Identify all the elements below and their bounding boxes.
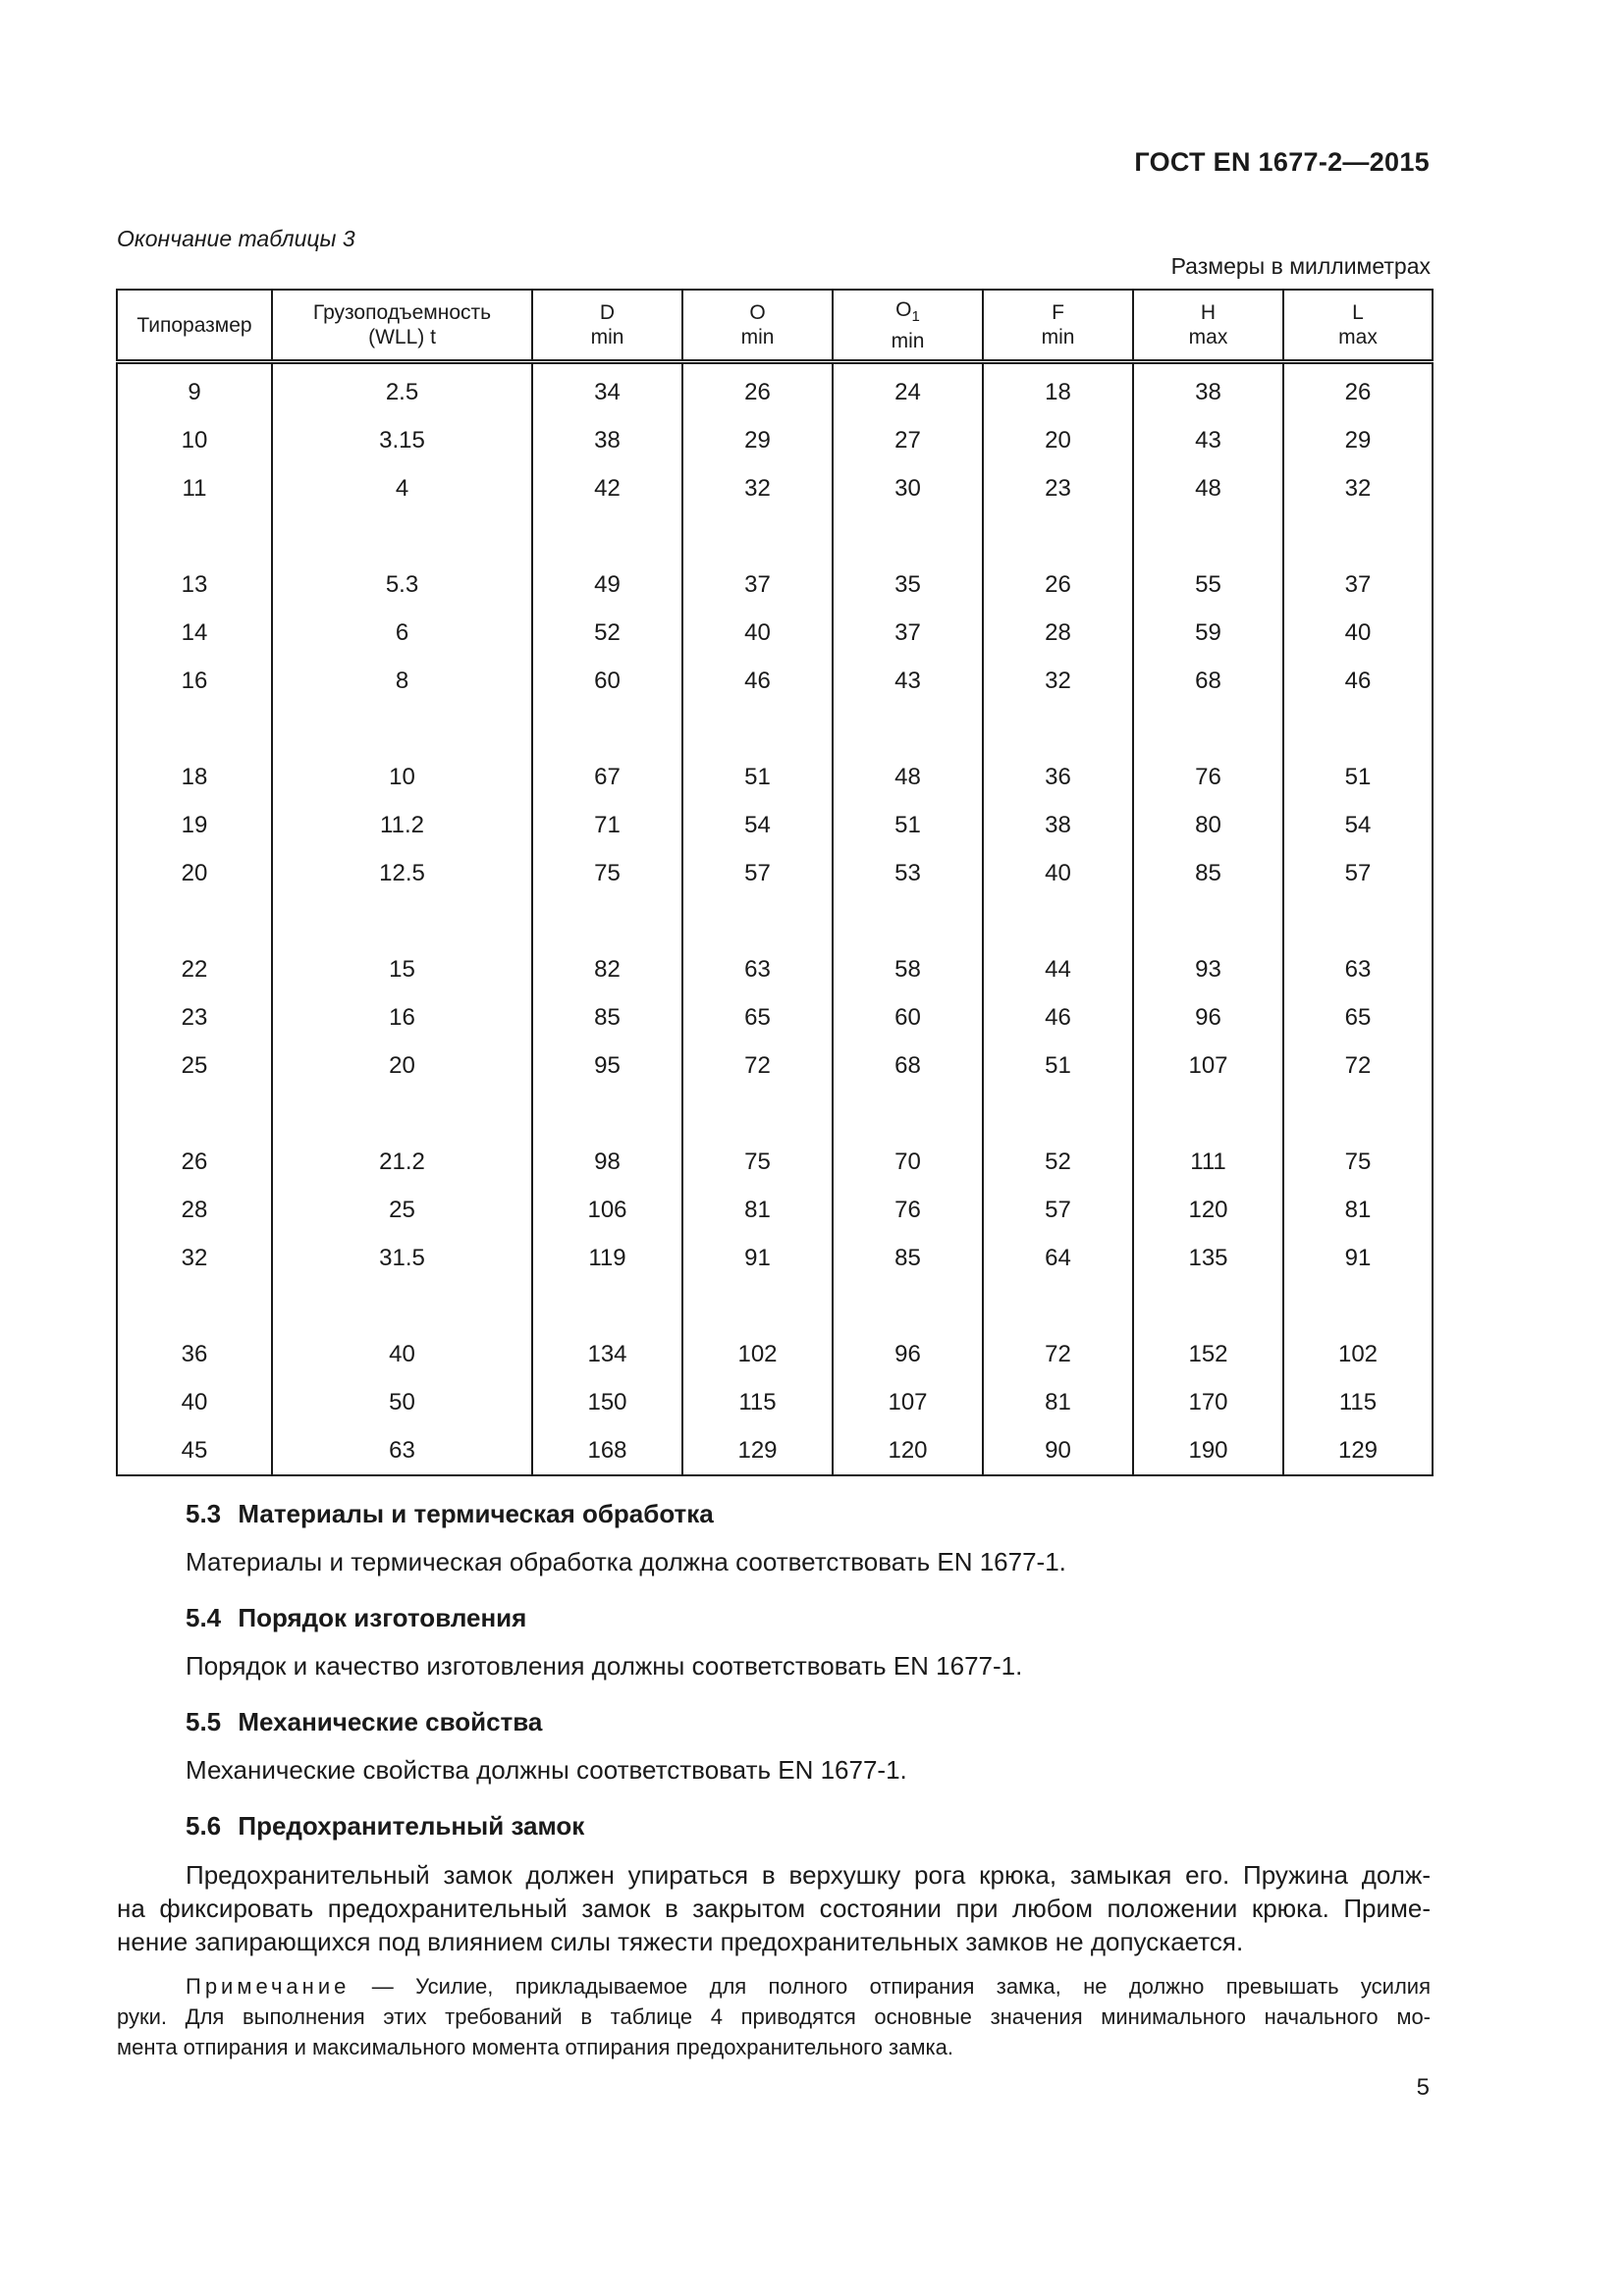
table-cell	[117, 512, 272, 561]
column-header-unit: min	[590, 326, 624, 348]
section-5-3-heading	[186, 1499, 714, 1529]
table-cell: 152	[1133, 1330, 1283, 1378]
table-cell: 150	[532, 1378, 682, 1426]
table-cell: 26	[682, 362, 833, 417]
column-header	[682, 290, 833, 362]
table-row	[117, 1186, 1433, 1234]
section-5-3-text: Материалы и термическая обработка должна соответствовать EN 1677-1.	[186, 1547, 1066, 1576]
table-cell: 34	[532, 362, 682, 417]
table-cell: 29	[682, 416, 833, 464]
table-cell: 40	[983, 849, 1133, 897]
column-header	[833, 290, 983, 362]
table-cell: 46	[983, 993, 1133, 1041]
table-cell	[1133, 897, 1283, 945]
table-cell: 95	[532, 1041, 682, 1090]
table-cell	[1133, 512, 1283, 561]
lock-paragraph-line: нение запирающихся под влиянием силы тяжести предохранительных замков не допускается.	[117, 1927, 1244, 1956]
table-cell: 60	[532, 657, 682, 705]
table-cell: 23	[117, 993, 272, 1041]
section-5-4-heading	[186, 1603, 526, 1633]
table-cell	[272, 1282, 532, 1330]
table-cell	[1133, 1090, 1283, 1138]
table-cell: 51	[682, 753, 833, 801]
table-cell	[682, 1090, 833, 1138]
table-cell: 2.5	[272, 362, 532, 417]
table-spacer-row	[117, 705, 1433, 753]
column-header-subscript: 1	[911, 307, 920, 325]
column-header-label: D	[599, 301, 616, 324]
table-cell	[1283, 1282, 1433, 1330]
table-cell: 54	[682, 801, 833, 849]
table-cell: 81	[983, 1378, 1133, 1426]
table-cell: 32	[682, 464, 833, 512]
table-cell: 5.3	[272, 561, 532, 609]
table-cell: 67	[532, 753, 682, 801]
table-row	[117, 753, 1433, 801]
note-label: Примечание	[186, 1974, 351, 1999]
table-cell: 98	[532, 1138, 682, 1186]
table-cell: 170	[1133, 1378, 1283, 1426]
table-cell: 36	[983, 753, 1133, 801]
table-cell: 190	[1133, 1426, 1283, 1475]
table-cell: 68	[1133, 657, 1283, 705]
table-cell: 18	[117, 753, 272, 801]
table-row	[117, 1426, 1433, 1475]
table-cell: 90	[983, 1426, 1133, 1475]
table-cell: 65	[1283, 993, 1433, 1041]
table-cell: 102	[1283, 1330, 1433, 1378]
note-block	[117, 1971, 1431, 2062]
table-cell: 85	[1133, 849, 1283, 897]
table-caption: Окончание таблицы 3	[117, 226, 355, 251]
table-cell	[833, 1090, 983, 1138]
table-cell	[272, 512, 532, 561]
note-line	[117, 1971, 1431, 2002]
table-row	[117, 1330, 1433, 1378]
table-cell: 46	[1283, 657, 1433, 705]
table-body	[117, 362, 1433, 1476]
table-cell: 26	[117, 1138, 272, 1186]
section-5-6-heading	[186, 1811, 584, 1842]
column-header-label: F	[1052, 301, 1064, 324]
table-cell: 25	[117, 1041, 272, 1090]
table-cell: 32	[117, 1234, 272, 1282]
table-cell: 63	[682, 945, 833, 993]
table-cell	[682, 512, 833, 561]
table-cell: 35	[833, 561, 983, 609]
table-cell: 6	[272, 609, 532, 657]
table-spacer-row	[117, 897, 1433, 945]
table-cell: 20	[983, 416, 1133, 464]
table-cell: 49	[532, 561, 682, 609]
table-cell	[833, 512, 983, 561]
table-spacer-row	[117, 512, 1433, 561]
lock-paragraph-line: на фиксировать предохранительный замок в закрытом состоянии при любом положении крюка. Приме-	[117, 1894, 1431, 1923]
table-cell: 120	[1133, 1186, 1283, 1234]
table-cell: 32	[1283, 464, 1433, 512]
table-cell: 106	[532, 1186, 682, 1234]
table-cell: 85	[532, 993, 682, 1041]
table-row	[117, 1138, 1433, 1186]
table-cell: 25	[272, 1186, 532, 1234]
table-cell: 70	[833, 1138, 983, 1186]
table-cell	[117, 705, 272, 753]
table-cell	[682, 705, 833, 753]
table-cell: 120	[833, 1426, 983, 1475]
table-cell: 135	[1133, 1234, 1283, 1282]
column-header-label: Типоразмер	[136, 313, 252, 337]
table-cell: 46	[682, 657, 833, 705]
table-cell: 26	[983, 561, 1133, 609]
table-cell: 10	[117, 416, 272, 464]
table-cell: 20	[272, 1041, 532, 1090]
table-cell: 57	[983, 1186, 1133, 1234]
dimensions-table	[116, 289, 1434, 1476]
table-cell	[532, 1090, 682, 1138]
table-cell	[1283, 1090, 1433, 1138]
table-cell: 72	[983, 1330, 1133, 1378]
column-header-label: Грузоподъемность	[312, 301, 492, 324]
table-cell: 81	[1283, 1186, 1433, 1234]
table-cell: 107	[1133, 1041, 1283, 1090]
table-cell: 115	[1283, 1378, 1433, 1426]
table-cell: 23	[983, 464, 1133, 512]
section-title: Материалы и термическая обработка	[238, 1499, 714, 1528]
table-cell: 64	[983, 1234, 1133, 1282]
table-cell	[983, 897, 1133, 945]
table-cell	[532, 705, 682, 753]
table-cell: 119	[532, 1234, 682, 1282]
table-cell: 59	[1133, 609, 1283, 657]
table-cell: 28	[117, 1186, 272, 1234]
table-cell: 107	[833, 1378, 983, 1426]
table-cell: 72	[682, 1041, 833, 1090]
table-cell	[833, 705, 983, 753]
table-cell: 63	[1283, 945, 1433, 993]
table-cell	[117, 897, 272, 945]
section-number: 5.6	[186, 1811, 222, 1841]
table-cell: 37	[682, 561, 833, 609]
table-cell: 16	[272, 993, 532, 1041]
table-cell: 80	[1133, 801, 1283, 849]
table-cell: 48	[1133, 464, 1283, 512]
table-cell	[983, 1282, 1133, 1330]
table-cell	[532, 897, 682, 945]
table-cell: 102	[682, 1330, 833, 1378]
section-5-5-heading	[186, 1707, 542, 1737]
column-header-unit: min	[1041, 326, 1075, 348]
table-cell: 51	[983, 1041, 1133, 1090]
table-row	[117, 945, 1433, 993]
note-line: мента отпирания и максимального момента отпирания предохранительного замка.	[117, 2035, 953, 2059]
table-cell: 168	[532, 1426, 682, 1475]
column-header-unit: max	[1188, 326, 1228, 348]
table-cell: 37	[833, 609, 983, 657]
section-title: Порядок изготовления	[238, 1603, 527, 1632]
table-cell: 58	[833, 945, 983, 993]
table-cell: 11.2	[272, 801, 532, 849]
table-row	[117, 1378, 1433, 1426]
table-cell: 45	[117, 1426, 272, 1475]
table-cell	[983, 1090, 1133, 1138]
table-cell	[682, 897, 833, 945]
table-cell: 52	[983, 1138, 1133, 1186]
table-cell: 16	[117, 657, 272, 705]
table-cell: 21.2	[272, 1138, 532, 1186]
table-cell: 57	[682, 849, 833, 897]
table-cell	[532, 512, 682, 561]
table-cell: 36	[117, 1330, 272, 1378]
table-cell: 18	[983, 362, 1133, 417]
table-cell: 57	[1283, 849, 1433, 897]
table-cell: 52	[532, 609, 682, 657]
column-header-unit: min	[740, 326, 775, 348]
table-cell	[983, 705, 1133, 753]
table-spacer-row	[117, 1090, 1433, 1138]
lock-paragraph-line: Предохранительный замок должен упираться в верхушку рога крюка, замыкая его. Пружина долж-	[186, 1860, 1431, 1890]
table-cell	[833, 1282, 983, 1330]
table-cell: 24	[833, 362, 983, 417]
table-cell: 50	[272, 1378, 532, 1426]
table-cell: 65	[682, 993, 833, 1041]
table-cell: 68	[833, 1041, 983, 1090]
table-cell: 96	[833, 1330, 983, 1378]
table-cell: 44	[983, 945, 1133, 993]
table-cell: 96	[1133, 993, 1283, 1041]
section-number: 5.3	[186, 1499, 222, 1528]
table-cell: 60	[833, 993, 983, 1041]
column-header-label: O	[749, 301, 766, 324]
table-cell	[1133, 1282, 1283, 1330]
table-row	[117, 1234, 1433, 1282]
table-cell	[1283, 705, 1433, 753]
table-cell: 11	[117, 464, 272, 512]
table-cell	[1133, 705, 1283, 753]
table-cell: 43	[1133, 416, 1283, 464]
table-row	[117, 1041, 1433, 1090]
table-row	[117, 609, 1433, 657]
table-cell	[682, 1282, 833, 1330]
table-cell: 4	[272, 464, 532, 512]
table-cell	[272, 897, 532, 945]
table-cell: 40	[272, 1330, 532, 1378]
table-row	[117, 561, 1433, 609]
column-header-label: L	[1352, 301, 1364, 324]
table-cell: 134	[532, 1330, 682, 1378]
note-text: — Усилие, прикладываемое для полного отпирания замка, не должно превышать усилия	[350, 1974, 1431, 1999]
table-row	[117, 416, 1433, 464]
table-cell: 72	[1283, 1041, 1433, 1090]
table-cell: 13	[117, 561, 272, 609]
table-row	[117, 801, 1433, 849]
table-row	[117, 362, 1433, 417]
table-cell	[1283, 897, 1433, 945]
table-cell: 10	[272, 753, 532, 801]
table-cell: 63	[272, 1426, 532, 1475]
table-row	[117, 464, 1433, 512]
column-header-unit: max	[1338, 326, 1378, 348]
table-cell: 38	[1133, 362, 1283, 417]
table-cell	[117, 1090, 272, 1138]
table-cell	[532, 1282, 682, 1330]
table-cell: 32	[983, 657, 1133, 705]
table-cell: 40	[682, 609, 833, 657]
table-cell: 54	[1283, 801, 1433, 849]
note-line: руки. Для выполнения этих требований в таблице 4 приводятся основные значения минимального начального мо-	[117, 2004, 1431, 2029]
section-number: 5.5	[186, 1707, 222, 1736]
table-cell: 93	[1133, 945, 1283, 993]
table-cell: 48	[833, 753, 983, 801]
table-cell: 19	[117, 801, 272, 849]
table-cell: 29	[1283, 416, 1433, 464]
table-cell: 37	[1283, 561, 1433, 609]
section-number: 5.4	[186, 1603, 222, 1632]
table-cell: 71	[532, 801, 682, 849]
table-cell: 40	[1283, 609, 1433, 657]
section-5-4-text: Порядок и качество изготовления должны соответствовать EN 1677-1.	[186, 1651, 1023, 1681]
table-cell: 20	[117, 849, 272, 897]
column-header	[532, 290, 682, 362]
table-cell: 91	[1283, 1234, 1433, 1282]
section-5-5-text: Механические свойства должны соответствовать EN 1677-1.	[186, 1755, 907, 1785]
table-cell: 28	[983, 609, 1133, 657]
table-row	[117, 657, 1433, 705]
column-header-label: H	[1200, 301, 1217, 324]
table-cell: 9	[117, 362, 272, 417]
table-cell	[833, 897, 983, 945]
table-cell: 75	[1283, 1138, 1433, 1186]
table-cell: 81	[682, 1186, 833, 1234]
table-cell	[1283, 512, 1433, 561]
section-title: Механические свойства	[238, 1707, 543, 1736]
column-header	[117, 290, 272, 362]
column-header	[272, 290, 532, 362]
table-cell: 82	[532, 945, 682, 993]
column-header	[1133, 290, 1283, 362]
table-cell: 129	[682, 1426, 833, 1475]
table-cell: 27	[833, 416, 983, 464]
table-cell: 26	[1283, 362, 1433, 417]
column-header-label: O	[895, 297, 912, 321]
table-cell: 38	[983, 801, 1133, 849]
column-header-unit: (WLL) t	[368, 326, 436, 348]
table-cell: 40	[117, 1378, 272, 1426]
table-cell: 76	[1133, 753, 1283, 801]
table-cell	[272, 705, 532, 753]
table-cell	[117, 1282, 272, 1330]
table-cell: 129	[1283, 1426, 1433, 1475]
table-cell: 111	[1133, 1138, 1283, 1186]
page-number: 5	[1416, 2074, 1430, 2101]
table-cell: 22	[117, 945, 272, 993]
table-cell: 3.15	[272, 416, 532, 464]
section-title: Предохранительный замок	[238, 1811, 585, 1841]
table-cell: 75	[532, 849, 682, 897]
table-cell: 15	[272, 945, 532, 993]
table-cell: 42	[532, 464, 682, 512]
table-cell: 76	[833, 1186, 983, 1234]
table-cell	[983, 512, 1133, 561]
table-cell: 75	[682, 1138, 833, 1186]
table-header-row	[117, 290, 1433, 362]
table-row	[117, 993, 1433, 1041]
table-row	[117, 849, 1433, 897]
table-cell: 14	[117, 609, 272, 657]
table-cell: 55	[1133, 561, 1283, 609]
table-cell: 51	[1283, 753, 1433, 801]
table-cell: 31.5	[272, 1234, 532, 1282]
table-cell: 51	[833, 801, 983, 849]
table-units-note: Размеры в миллиметрах	[1170, 253, 1431, 279]
table-cell: 30	[833, 464, 983, 512]
table-spacer-row	[117, 1282, 1433, 1330]
table-cell: 85	[833, 1234, 983, 1282]
lock-paragraph	[117, 1858, 1431, 1958]
table-cell: 43	[833, 657, 983, 705]
column-header	[1283, 290, 1433, 362]
table-cell: 115	[682, 1378, 833, 1426]
column-header	[983, 290, 1133, 362]
table-cell: 38	[532, 416, 682, 464]
table-cell: 8	[272, 657, 532, 705]
table-cell: 12.5	[272, 849, 532, 897]
table-cell	[272, 1090, 532, 1138]
table-cell: 91	[682, 1234, 833, 1282]
column-header-unit: min	[891, 329, 925, 352]
table-cell: 53	[833, 849, 983, 897]
document-code: ГОСТ EN 1677-2—2015	[1134, 147, 1430, 177]
